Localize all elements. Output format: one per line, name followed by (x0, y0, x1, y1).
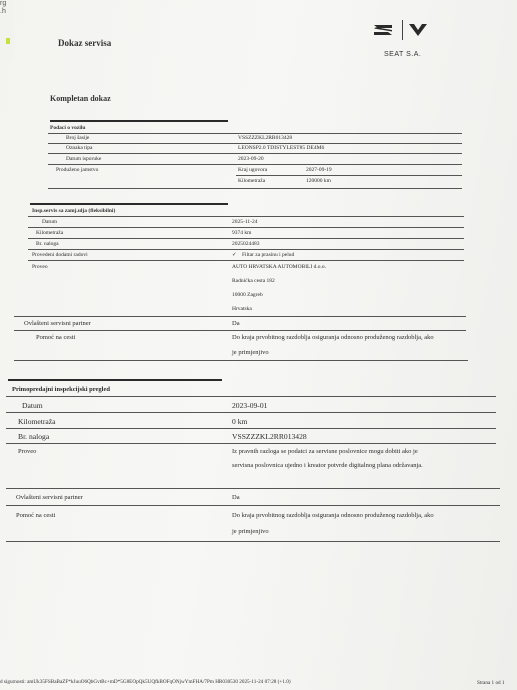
row-value-continued: je primjenjivo (232, 349, 269, 356)
row-value: Kilometraža (238, 178, 266, 184)
row-label: Proveo (32, 264, 48, 270)
row-value: 2025024483 (232, 241, 260, 247)
row-divider (14, 330, 466, 331)
row-label: Datum isporuke (66, 156, 102, 162)
row-value: Filtar za prasinu i pelud (242, 252, 295, 258)
row-value: 9374 km (232, 230, 252, 236)
edge-text-1: rg (0, 0, 7, 7)
vehicle-rule-top (50, 120, 228, 122)
row-divider (28, 227, 464, 228)
row-label: Br. naloga (36, 241, 59, 247)
row-label: Proveo (18, 448, 37, 455)
highlighter-mark (6, 38, 10, 44)
insp-heading: Insp.servis sa zamj.ulja (fleksibilni) (32, 208, 116, 214)
row-label: Produženo jamstvo (56, 167, 99, 173)
row-divider (6, 488, 500, 489)
row-divider (6, 505, 500, 506)
row-label: Datum (42, 219, 57, 225)
row-value: Kraj ugovora (238, 167, 268, 173)
row-divider (28, 260, 464, 261)
vehicle-rule-bottom (48, 188, 462, 189)
row-divider (236, 175, 462, 176)
row-value: 2023-09-01 (232, 401, 268, 410)
row-label: Pomoć na cesti (16, 512, 56, 519)
insp-rule (28, 216, 464, 217)
row-value: VSSZZZKL2RR013428 (232, 432, 307, 441)
row-label: Oznaka tipa (66, 145, 93, 151)
row-value-continued: je primjenjivo (232, 528, 269, 535)
logo-separator (402, 20, 403, 40)
handover-heading: Primopredajni inspekcijski pregled (12, 386, 110, 393)
row-divider (6, 412, 496, 413)
check-icon: ✓ (232, 252, 237, 258)
row-value: LEONSP2.0 TDISTYLEST85 DE4M6 (238, 145, 325, 151)
insp-rule-bottom (14, 360, 468, 361)
row-divider (6, 443, 496, 444)
row-divider (48, 143, 462, 144)
row-label: Pomoć na cesti (36, 334, 76, 341)
row-label: Datum (22, 401, 43, 410)
torn-edge-fragment (0, 0, 14, 60)
insp-rule-top (30, 203, 228, 205)
cupra-chevron-icon (408, 22, 428, 38)
row-value: Do kraja prvobitnog razdoblja osiguranja odnosno produženog razdoblja, ako (232, 334, 434, 341)
row-value-2: 2027-09-19 (306, 167, 332, 173)
vehicle-heading: Podaci o vozilu (50, 125, 86, 131)
row-label: Broj šasije (66, 135, 90, 141)
row-divider (28, 238, 464, 239)
vehicle-rule (48, 133, 462, 134)
handover-rule (6, 396, 496, 397)
row-value: VSSZZZKL2RR013428 (238, 135, 293, 141)
row-label: Br. naloga (18, 432, 50, 441)
row-divider (48, 153, 462, 154)
row-label: Ovlašteni servisni partner (24, 320, 91, 327)
edge-text-2: .h (0, 8, 6, 15)
row-value: 2023-09-20 (238, 156, 264, 162)
row-value: Da (232, 320, 240, 327)
page-footer (0, 679, 517, 690)
row-value: 2025-11-24 (232, 219, 258, 225)
row-value: Da (232, 494, 240, 501)
handover-rule-top (8, 379, 222, 381)
row-value-2: 120000 km (306, 178, 331, 184)
seat-s-mark-icon (372, 22, 394, 38)
handover-rule-bottom (6, 541, 500, 542)
row-value: Iz pravnih razloga se podatci za servisne poslovnice mogu dobiti ako je (232, 448, 418, 455)
row-divider (28, 249, 464, 250)
section-title: Kompletan dokaz (50, 94, 111, 103)
address-line: Radnićka cesta 182 (232, 278, 275, 284)
page-number: Strana 1 od 1 (477, 680, 505, 686)
row-value: AUTO HRVATSKA AUTOMOBILI d.o.o. (232, 264, 326, 270)
row-divider (48, 164, 462, 165)
row-label: Kilometraža (18, 417, 56, 426)
row-value: 0 km (232, 417, 248, 426)
brand-name: SEAT S.A. (384, 51, 422, 58)
document-title: Dokaz servisa (58, 38, 112, 48)
row-label: Kilometraža (36, 230, 64, 236)
row-label: Ovlašteni servisni partner (16, 494, 83, 501)
row-divider (6, 428, 496, 429)
row-label: Provedeni dodatni radovi (32, 252, 88, 258)
address-line: 10000 Zagreb (232, 292, 263, 298)
footer-security-code: d sigurnosti: amUk35FSBaBaZF*kJuuO6QbGvtBc+mD*5G8EOpQk5UQfkBOFqONjwYmFHA/7Pm HR030530 2025-11-24 07:28 (+1.0) (0, 679, 291, 685)
row-divider (14, 316, 466, 317)
row-value-continued: servisna poslovnica ujedno i kreator potvrde digitalnog plana održavanja. (232, 462, 423, 469)
row-value: Do kraja prvobitnog razdoblja osiguranja odnosno produženog razdoblja, ako (232, 512, 434, 519)
address-line: Hrvatska (232, 306, 252, 312)
